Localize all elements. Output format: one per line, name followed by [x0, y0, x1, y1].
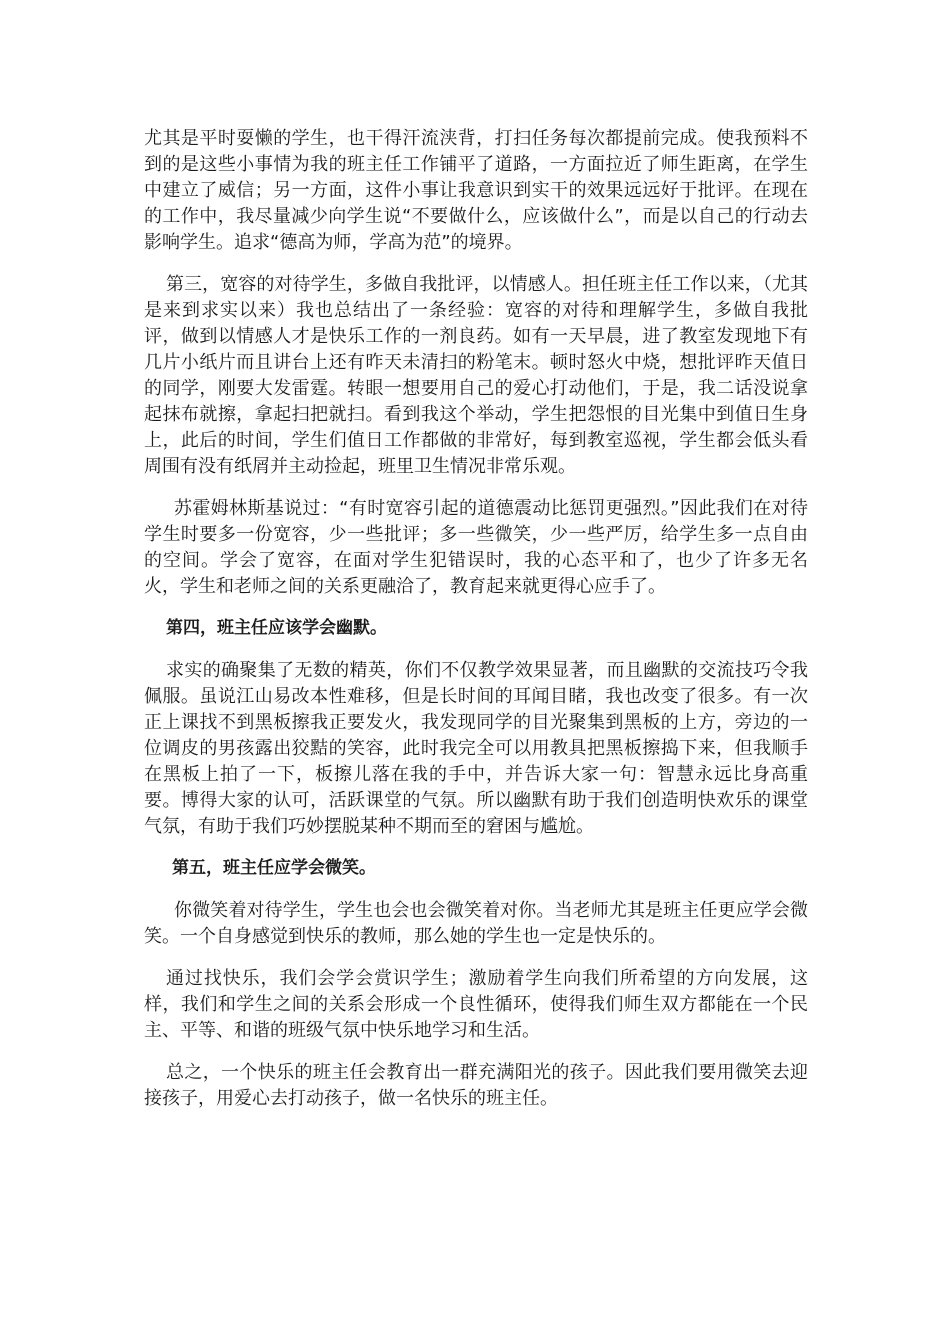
paragraph-point-three: 第三，宽容的对待学生，多做自我批评，以情感人。担任班主任工作以来，（尤其是来到求实以来）我也总结出了一条经验：宽容的对待和理解学生，多做自我批评，做到以情感人才是快乐工作的一剂良药。如有一天早晨，进了教室发现地下有几片小纸片而且讲台上还有昨天未清扫的粉笔末。顿时怒火中烧，想批评昨天值日的同学，刚要大发雷霆。转眼一想要用自己的爱心打动他们，于是，我二话没说拿起抹布就擦，拿起扫把就扫。看到我这个举动，学生把怨恨的目光集中到值日生身上，此后的时间，学生们值日工作都做的非常好，每到教室巡视，学生都会低头看周围有没有纸屑并主动捡起，班里卫生情况非常乐观。 — [144, 274, 808, 477]
paragraph-humor: 求实的确聚集了无数的精英，你们不仅教学效果显著，而且幽默的交流技巧令我佩服。虽说江山易改本性难移，但是长时间的耳闻目睹，我也改变了很多。有一次正上课找不到黑板擦我正要发火，我发现同学的目光聚集到黑板的上方，旁边的一位调皮的男孩露出狡黠的笑容，此时我完全可以用教具把黑板擦捣下来，但我顺手在黑板上拍了一下，板擦儿落在我的手中，并告诉大家一句：智慧永远比身高重要。博得大家的认可，活跃课堂的气氛。所以幽默有助于我们创造明快欢乐的课堂气氛，有助于我们巧妙摆脱某种不期而至的窘困与尴尬。 — [144, 660, 808, 837]
paragraph-conclusion: 总之，一个快乐的班主任会教育出一群充满阳光的孩子。因此我们要用微笑去迎接孩子，用爱心去打动孩子，做一名快乐的班主任。 — [144, 1062, 808, 1109]
heading-point-five: 第五，班主任应学会微笑。 — [172, 858, 376, 878]
document-body — [144, 126, 808, 1128]
paragraph-appreciation: 通过找快乐，我们会学会赏识学生；激励着学生向我们所希望的方向发展，这样，我们和学生之间的关系会形成一个良性循环，使得我们师生双方都能在一个民主、平等、和谐的班级气氛中快乐地学习和生活。 — [144, 968, 808, 1041]
heading-point-four: 第四，班主任应该学会幽默。 — [166, 618, 387, 638]
paragraph-smile: 你微笑着对待学生，学生也会也会微笑着对你。当老师尤其是班主任更应学会微笑。一个自身感觉到快乐的教师，那么她的学生也一定是快乐的。 — [144, 900, 808, 947]
paragraph-continuation: 尤其是平时耍懒的学生，也干得汗流浃背，打扫任务每次都提前完成。使我预料不到的是这些小事情为我的班主任工作铺平了道路，一方面拉近了师生距离，在学生中建立了威信；另一方面，这件小事让我意识到实干的效果远远好于批评。在现在的工作中，我尽量减少向学生说“不要做什么，应该做什么”，而是以自己的行动去影响学生。追求“德高为师，学高为范”的境界。 — [144, 128, 808, 253]
paragraph-quote: 苏霍姆林斯基说过：“有时宽容引起的道德震动比惩罚更强烈。”因此我们在对待学生时要多一份宽容，少一些批评；多一些微笑，少一些严厉，给学生多一点自由的空间。学会了宽容，在面对学生犯错误时，我的心态平和了，也少了许多无名火，学生和老师之间的关系更融洽了，教育起来就更得心应手了。 — [144, 498, 808, 597]
